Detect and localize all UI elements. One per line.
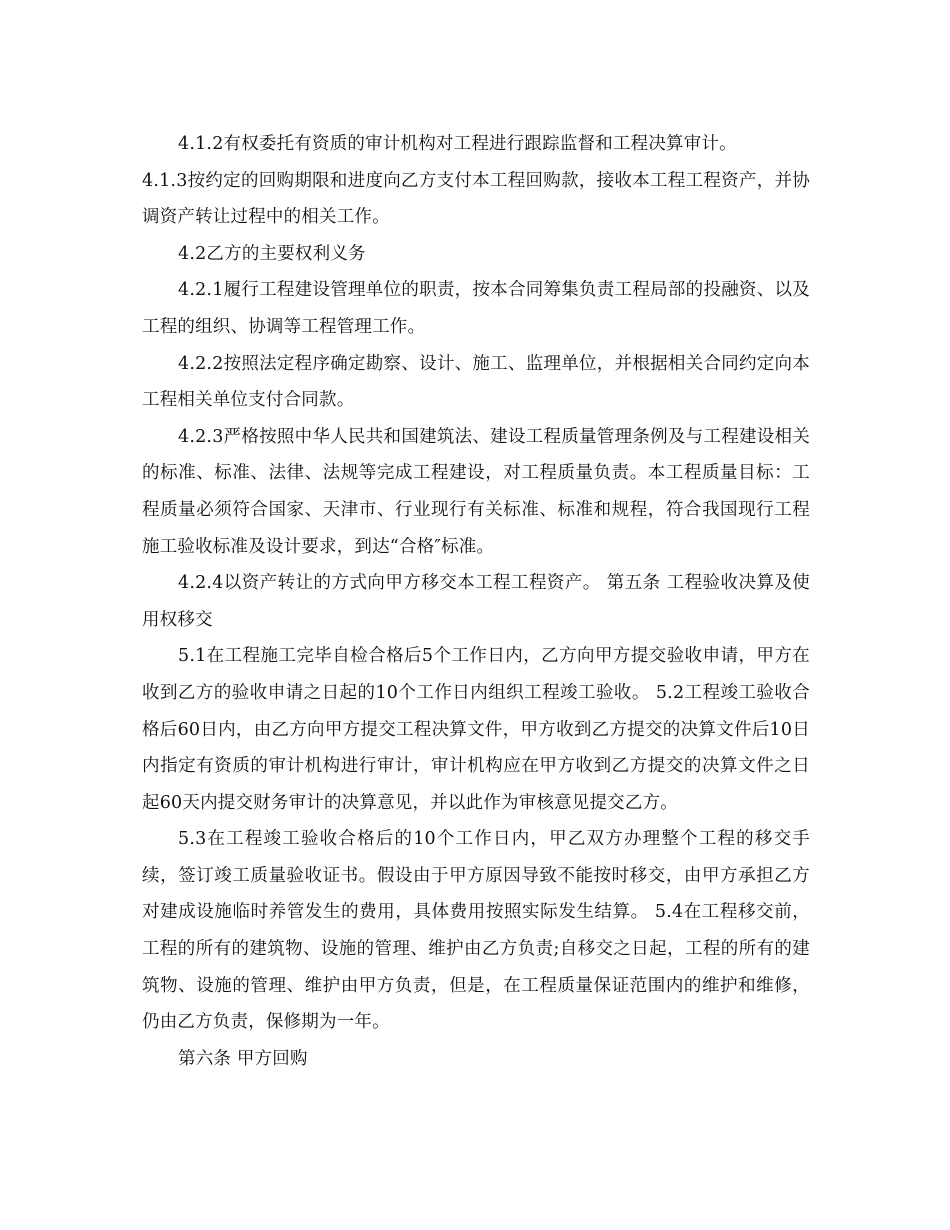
paragraph-5-3: 5.3在工程竣工验收合格后的10个工作日内，甲乙双方办理整个工程的移交手续，签订竣工质量验收证书。假设由于甲方原因导致不能按时移交，由甲方承担乙方对建成设施临时养管发生的费用，具体费用按照实际发生结算。 5.4在工程移交前，工程的所有的建筑物、设施的管理、维护由乙方负责;自移交之日起，工程的所有的建筑物、设施的管理、维护由甲方负责，但是，在工程质量保证范围内的维护和维修，仍由乙方负责，保修期为一年。 [142, 829, 810, 1033]
paragraph-4-2-2: 4.2.2按照法定程序确定勘察、设计、施工、监理单位，并根据相关合同约定向本工程相关单位支付合同款。 [142, 353, 810, 411]
document-body [142, 126, 810, 1077]
paragraph-4-2-4: 4.2.4以资产转让的方式向甲方移交本工程工程资产。 第五条 工程验收决算及使用权移交 [142, 573, 810, 630]
paragraph-4-2-1: 4.2.1履行工程建设管理单位的职责，按本合同筹集负责工程局部的投融资、以及工程的组织、协调等工程管理工作。 [142, 280, 810, 337]
paragraph-4-1-2: 4.1.2有权委托有资质的审计机构对工程进行跟踪监督和工程决算审计。 [178, 134, 737, 154]
paragraph-4-2-3: 4.2.3严格按照中华人民共和国建筑法、建设工程质量管理条例及与工程建设相关的标准、标准、法律、法规等完成工程建设，对工程质量负责。本工程质量目标：工程质量必须符合国家、天津市、行业现行有关标准、标准和规程，符合我国现行工程施工验收标准及设计要求，到达“合格″标准。 [142, 426, 810, 557]
section-heading-4-2: 4.2乙方的主要权利义务 [178, 243, 366, 264]
paragraph-5-1: 5.1在工程施工完毕自检合格后5个工作日内，乙方向甲方提交验收申请，甲方在收到乙方的验收申请之日起的10个工作日内组织工程竣工验收。 5.2工程竣工验收合格后60日内，由乙方向甲方提交工程决算文件，甲方收到乙方提交的决算文件后10日内指定有资质的审计机构进行审计，审计机构应在甲方收到乙方提交的决算文件之日起60天内提交财务审计的决算意见，并以此作为审核意见提交乙方。 [142, 646, 810, 813]
article-6-heading: 第六条 甲方回购 [178, 1048, 308, 1069]
paragraph-4-1-3: 4.1.3按约定的回购期限和进度向乙方支付本工程回购款，接收本工程工程资产，并协调资产转让过程中的相关工作。 [142, 170, 810, 228]
